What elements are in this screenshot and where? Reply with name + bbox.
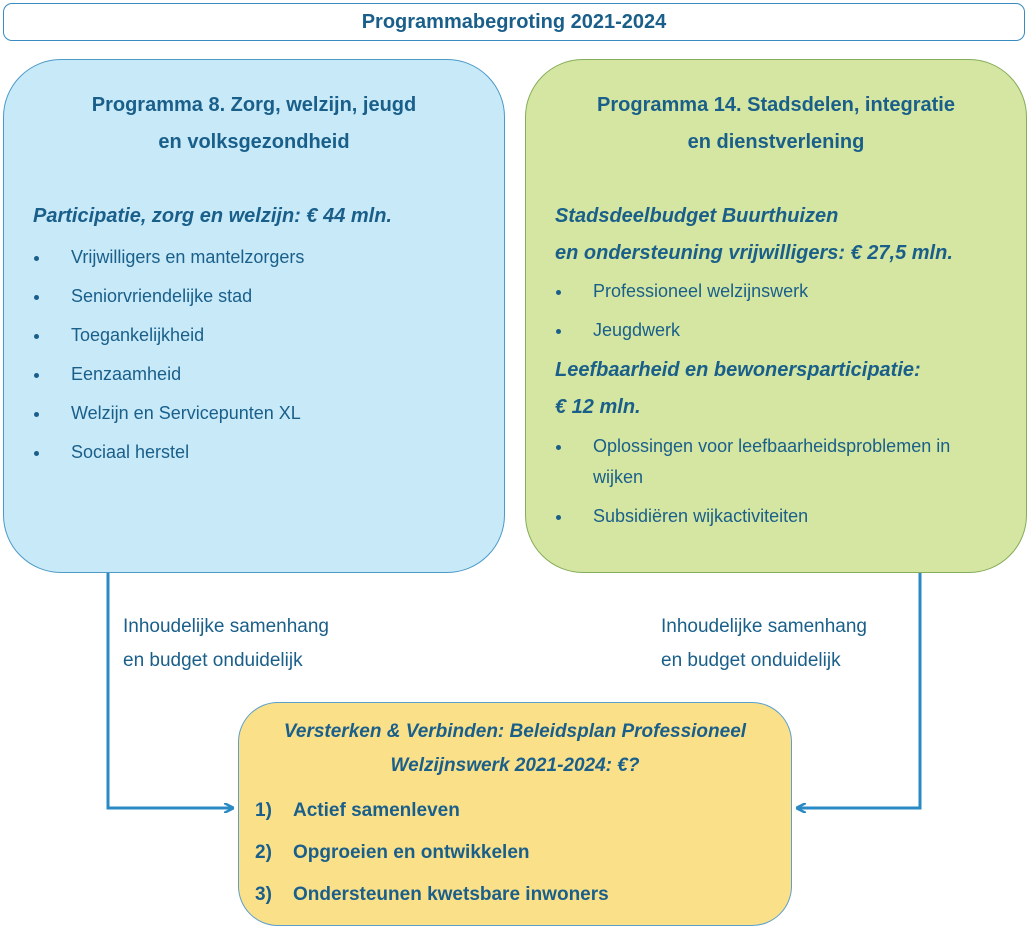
list-item: Vrijwilligers en mantelzorgers — [33, 238, 304, 277]
list-item — [255, 832, 609, 874]
list-number: 2) — [255, 842, 272, 863]
heading-line: Programma 14. Stadsdelen, integratie — [597, 94, 955, 116]
heading-line: Programma 8. Zorg, welzijn, jeugd — [91, 94, 417, 116]
list-item: Seniorvriendelijke stad — [33, 277, 304, 316]
list-label: Ondersteunen kwetsbare inwoners — [293, 884, 609, 905]
diagram-title: Programmabegroting 2021-2024 — [3, 3, 1025, 41]
label-line: en budget onduidelijk — [123, 650, 303, 671]
label-line: Inhoudelijke samenhang — [661, 616, 867, 637]
list-label: Opgroeien en ontwikkelen — [293, 842, 530, 863]
section-title-line: en ondersteuning vrijwilligers: € 27,5 mln. — [555, 242, 953, 264]
right-connector-arrow — [798, 573, 920, 808]
leefbaarheid-list — [555, 431, 975, 540]
section-title-line: Leefbaarheid en bewonersparticipatie: — [555, 359, 921, 381]
heading-line: en dienstverlening — [687, 131, 865, 153]
list-item: Toegankelijkheid — [33, 316, 304, 355]
list-item: Jeugdwerk — [555, 315, 808, 346]
section-title-line: € 12 mln. — [555, 396, 641, 418]
title-line: Welzijnswerk 2021-2024: €? — [390, 755, 640, 776]
list-item — [255, 790, 609, 832]
stadsdeelbudget-list — [555, 276, 808, 354]
right-connector-label — [661, 610, 867, 678]
label-line: Inhoudelijke samenhang — [123, 616, 329, 637]
list-item: Sociaal herstel — [33, 433, 304, 472]
label-line: en budget onduidelijk — [661, 650, 841, 671]
list-item: Welzijn en Servicepunten XL — [33, 394, 304, 433]
left-connector-arrow — [108, 573, 232, 808]
stadsdeelbudget-section-title — [555, 198, 953, 272]
section-title-line: Stadsdeelbudget Buurthuizen — [555, 205, 839, 227]
participatie-list — [33, 238, 304, 472]
leefbaarheid-section-title — [555, 352, 921, 426]
list-item: Eenzaamheid — [33, 355, 304, 394]
list-number: 3) — [255, 884, 272, 905]
programma-8-box — [3, 59, 505, 573]
participatie-section-title: Participatie, zorg en welzijn: € 44 mln. — [33, 205, 392, 227]
beleidsplan-title — [239, 715, 791, 783]
heading-line: en volksgezondheid — [158, 131, 350, 153]
left-connector-label — [123, 610, 329, 678]
list-item: Oplossingen voor leefbaarheidsproblemen in wijken — [555, 431, 975, 493]
programma-14-heading — [526, 87, 1026, 161]
list-label: Actief samenleven — [293, 800, 460, 821]
list-number: 1) — [255, 800, 272, 821]
programma-8-heading — [4, 87, 504, 161]
list-item: Professioneel welzijnswerk — [555, 276, 808, 307]
beleidsplan-list — [255, 790, 609, 916]
title-line: Versterken & Verbinden: Beleidsplan Professioneel — [283, 721, 747, 742]
list-item: Subsidiëren wijkactiviteiten — [555, 501, 975, 532]
list-item — [255, 874, 609, 916]
beleidsplan-box — [238, 702, 792, 926]
programma-14-box — [525, 59, 1027, 573]
